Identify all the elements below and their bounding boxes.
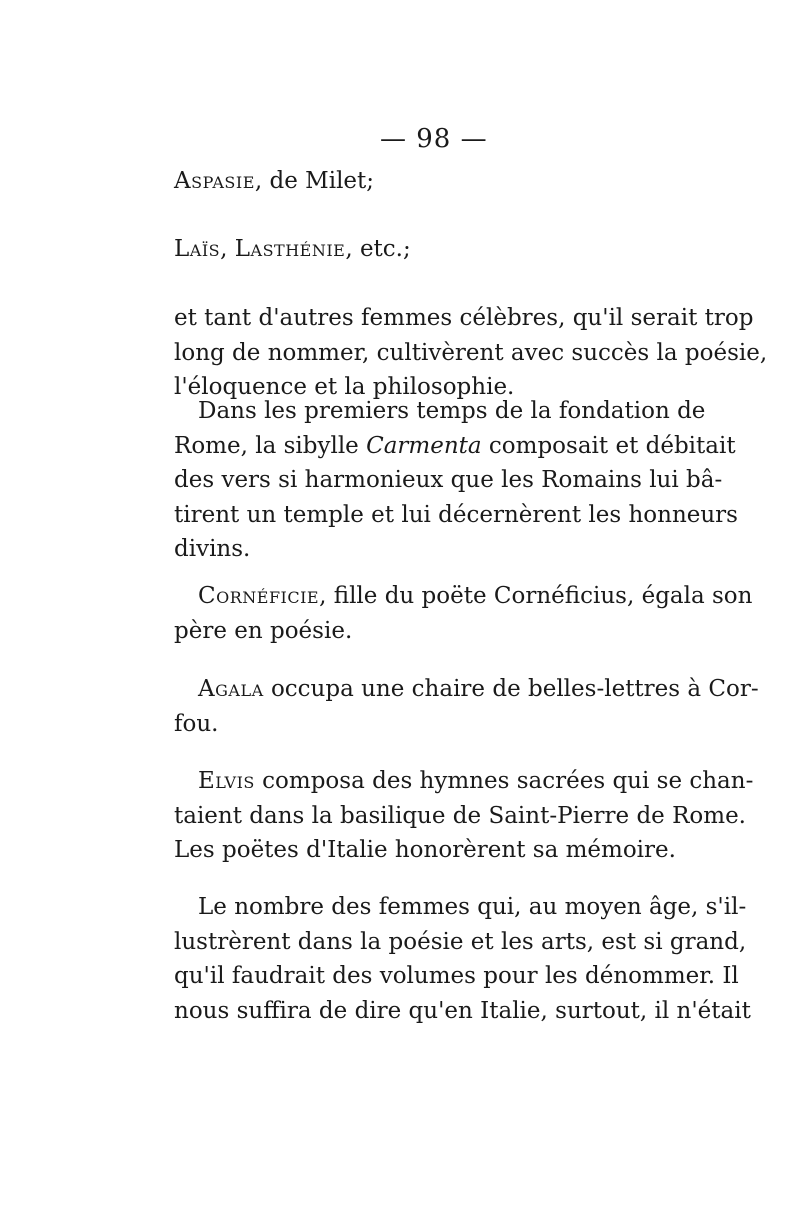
text-line: des vers si harmonieux que les Romains lui bâ- bbox=[174, 467, 723, 493]
text-line bbox=[174, 764, 754, 799]
text-line bbox=[174, 429, 736, 464]
text-line: Dans les premiers temps de la fondation de bbox=[198, 398, 706, 424]
text-line: et tant d'autres femmes célèbres, qu'il serait trop bbox=[174, 305, 754, 331]
text-line bbox=[174, 672, 759, 707]
text-fragment: occupa une chaire de belles-lettres à Cor- bbox=[263, 676, 759, 702]
entry-aspasie bbox=[174, 164, 674, 199]
text-line: l'éloquence et la philosophie. bbox=[174, 374, 515, 400]
text-line: qu'il faudrait des volumes pour les dénommer. Il bbox=[174, 963, 739, 989]
entry-text: , de Milet; bbox=[254, 168, 375, 194]
entry-text: , etc.; bbox=[345, 236, 411, 262]
paragraph-rome bbox=[174, 394, 738, 567]
text-line bbox=[174, 579, 753, 614]
entry-name: Aspasie bbox=[174, 168, 255, 194]
entry-name: Laïs bbox=[174, 236, 221, 262]
carmenta-name: Carmenta bbox=[366, 432, 482, 459]
paragraph-moyen-age bbox=[174, 890, 751, 1028]
text-line: long de nommer, cultivèrent avec succès la poésie, bbox=[174, 339, 768, 366]
entry-corneficie bbox=[174, 579, 753, 648]
text-fragment: Rome, la sibylle bbox=[174, 432, 367, 459]
text-line: Le nombre des femmes qui, au moyen âge, s'il- bbox=[198, 894, 747, 920]
entry-name: Cornéficie bbox=[198, 583, 320, 609]
entry-separator: , bbox=[220, 236, 235, 262]
entry-name: Lasthénie bbox=[234, 236, 346, 262]
text-fragment: composa des hymnes sacrées qui se chan- bbox=[254, 768, 754, 794]
entry-name: Elvis bbox=[198, 768, 255, 794]
text-line: divins. bbox=[174, 536, 251, 562]
paragraph-autres bbox=[174, 301, 768, 405]
entry-elvis bbox=[174, 764, 754, 868]
text-line: Les poëtes d'Italie honorèrent sa mémoire. bbox=[174, 837, 676, 863]
text-line: fou. bbox=[174, 710, 219, 737]
text-line: père en poésie. bbox=[174, 617, 353, 644]
text-fragment: , fille du poëte Cornéficius, égala son bbox=[319, 583, 753, 609]
text-line: lustrèrent dans la poésie et les arts, est si grand, bbox=[174, 928, 747, 955]
entry-agala bbox=[174, 672, 759, 741]
text-line: nous suffira de dire qu'en Italie, surtout, il n'était bbox=[174, 997, 751, 1024]
text-line: taient dans la basilique de Saint-Pierre de Rome. bbox=[174, 802, 746, 829]
entry-lais bbox=[174, 232, 674, 267]
text-fragment: composait et débitait bbox=[481, 432, 736, 459]
text-line: tirent un temple et lui décernèrent les honneurs bbox=[174, 501, 738, 528]
page-number: — 98 — bbox=[380, 124, 488, 154]
entry-name: Agala bbox=[198, 676, 264, 702]
